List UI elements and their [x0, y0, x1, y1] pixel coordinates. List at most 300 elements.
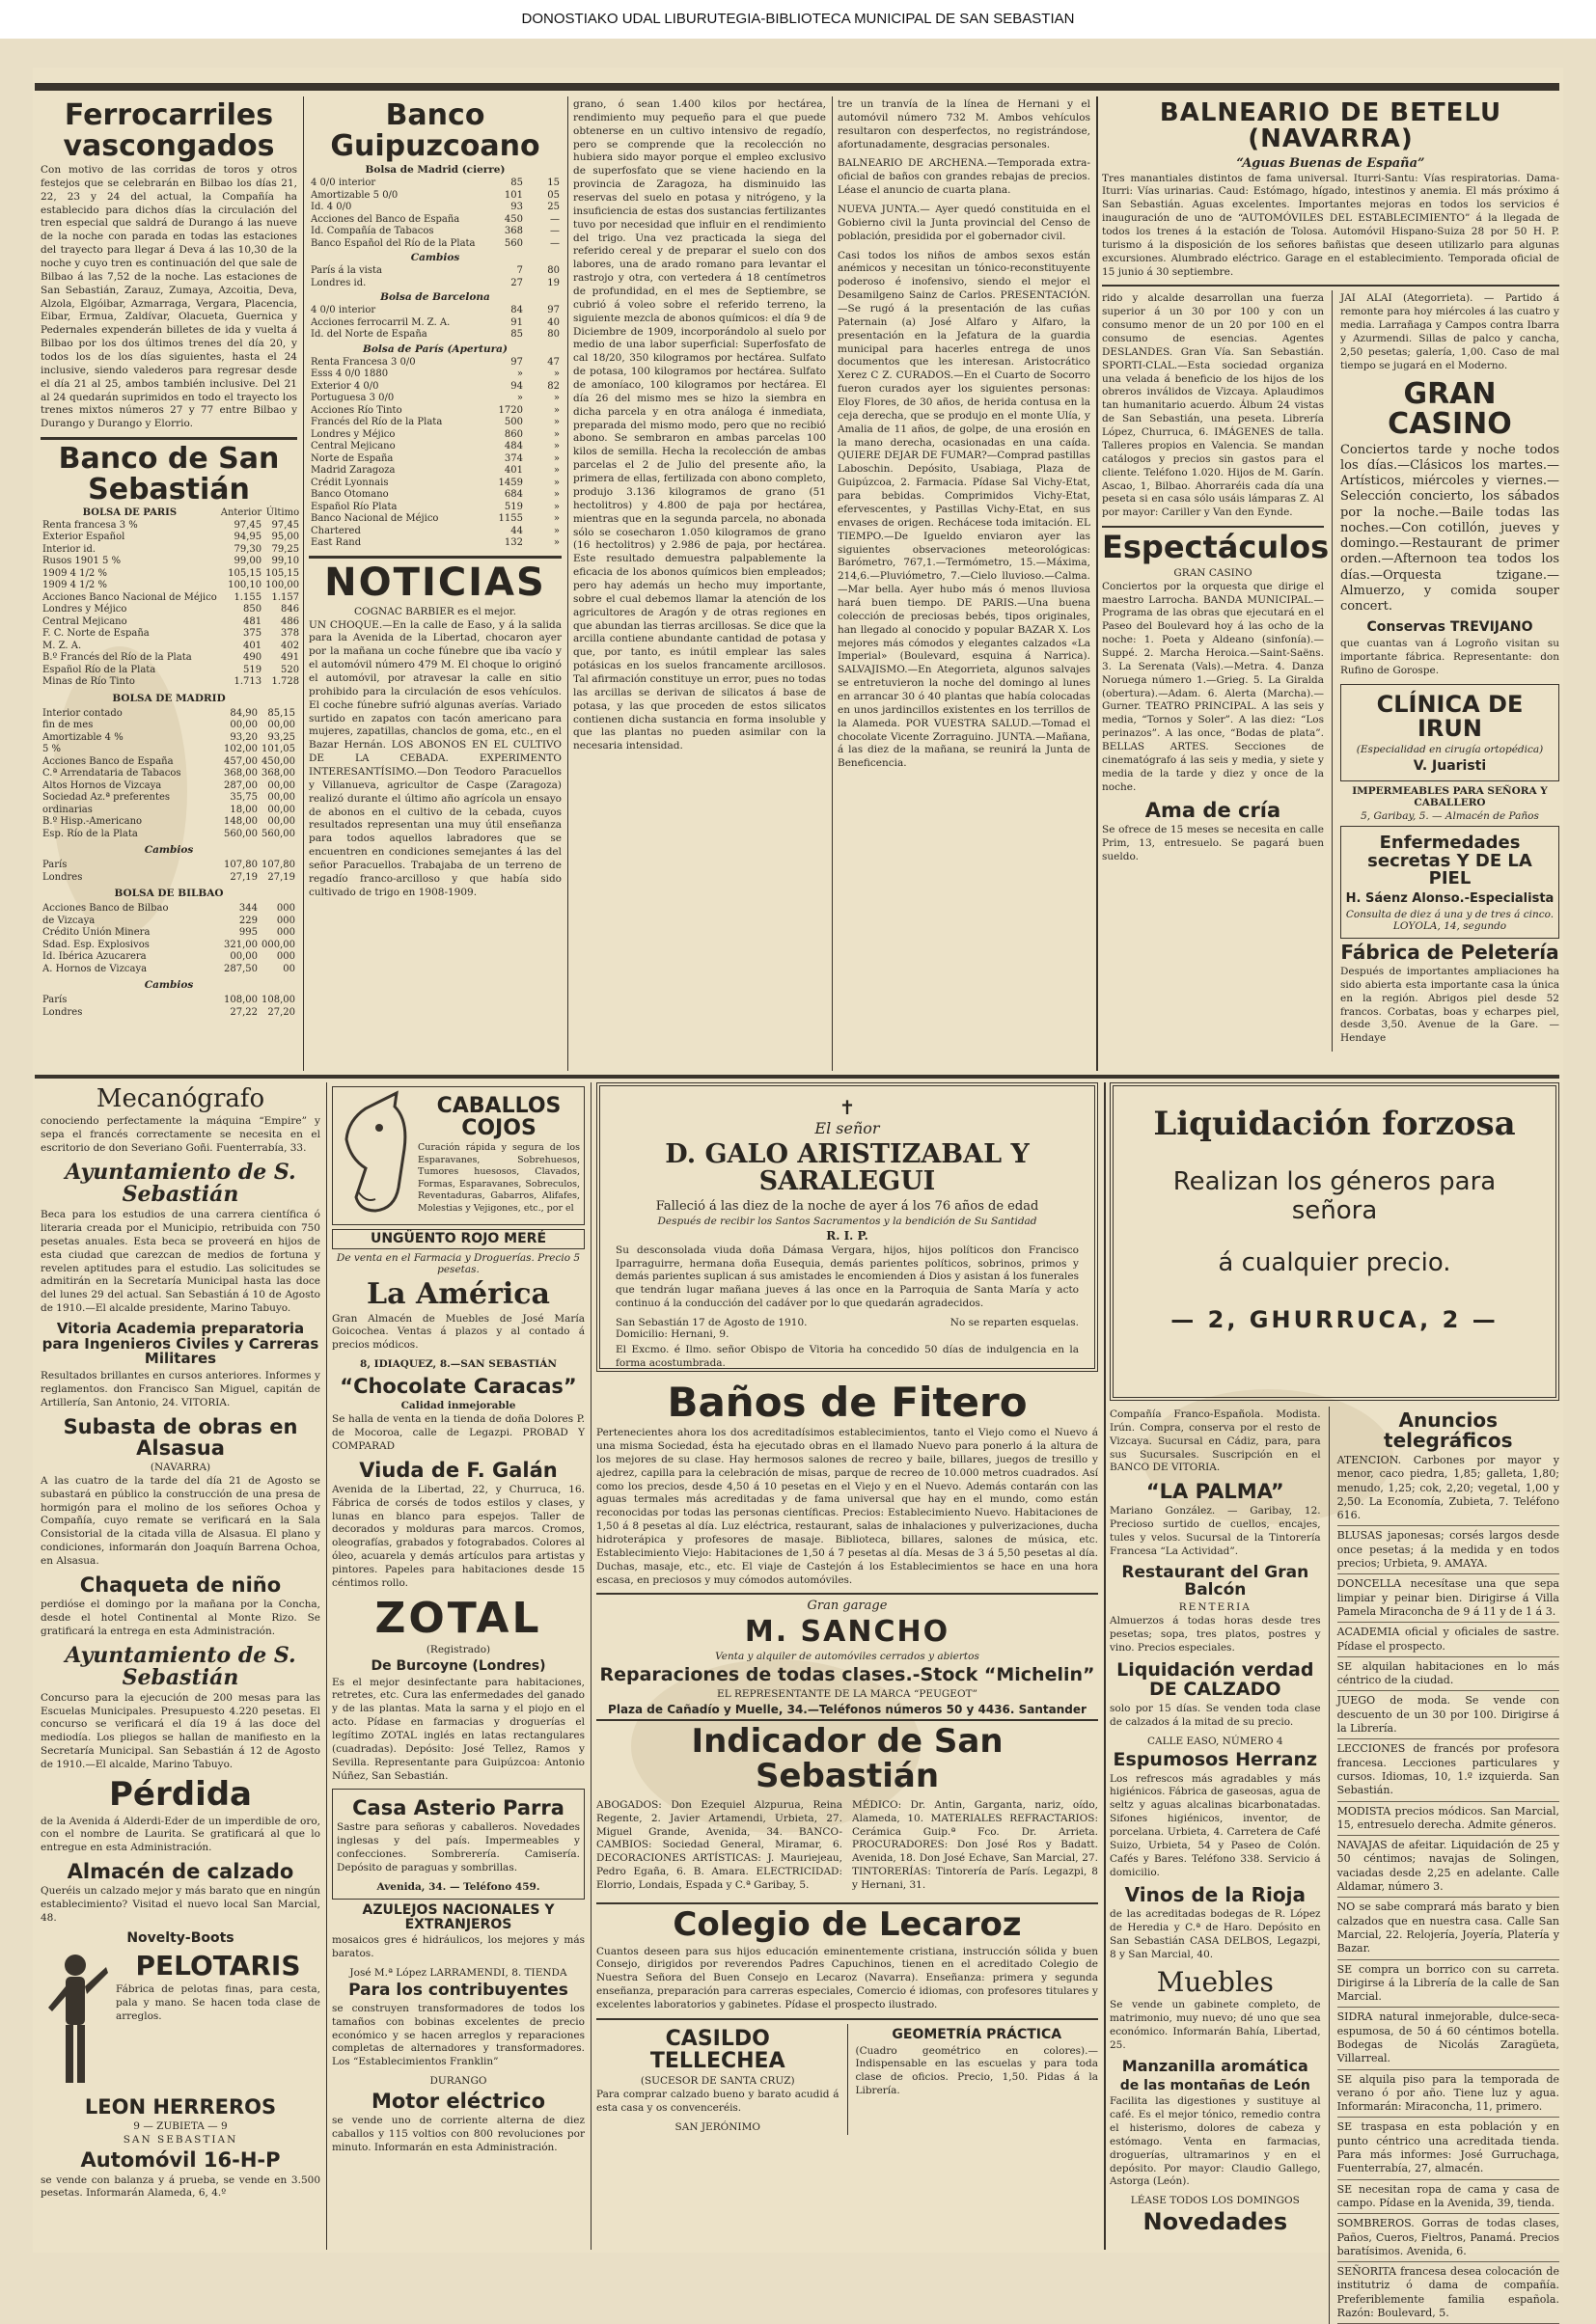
cambio-row: [41, 872, 297, 885]
guipuz-madrid-quote-value: 85: [510, 178, 523, 188]
madrid-quote-row: [41, 756, 297, 769]
cambio-row: [41, 995, 297, 1007]
cambio-value: 107,80: [224, 860, 258, 871]
bilbao-quote-label: Id. Ibérica Azucarera: [42, 951, 147, 963]
guipuz-paris-quote-value: 1720: [498, 404, 523, 416]
anuncio-item: SIDRA natural inmejorable, dulce-seca-espumosa, de 50 á 60 céntimos botella. Bodegas de Nicolás Zaragüeta, Villarreal.: [1336, 2010, 1559, 2065]
guipuz-paris-quote-value: »: [553, 525, 560, 536]
gran-casino-heading: GRAN CASINO: [1388, 376, 1512, 442]
paris-quote-value: 79,30: [234, 543, 262, 555]
chaqueta-text: perdióse el domingo por la mañana por la Concha, desde el hotel Continental al Monte Rizo. Se gratificará la entrega en esta Administración.: [41, 1598, 320, 1637]
madrid-quote-row: [41, 829, 297, 841]
bilbao-quote-value: 000,00: [261, 939, 295, 950]
casildo-address: SAN JERÓNIMO: [674, 2120, 760, 2133]
paris-quote-value: 378: [281, 628, 300, 640]
bottom-col-right: [1110, 1082, 1559, 2320]
madrid-quote-row: [41, 768, 297, 780]
garage-sancho-heading: M. SANCHO: [744, 1615, 950, 1650]
enfermedades-heading: Enfermedades secretas Y DE LA PIEL: [1367, 832, 1532, 889]
paris-quote-value: 79,25: [271, 543, 300, 555]
bilbao-quote-label: Crédito Unión Minera: [42, 927, 151, 939]
guipuz-paris-quote-label: Renta Francesa 3 0/0: [311, 356, 416, 368]
paris-quote-value: 105,15: [265, 567, 300, 579]
conservas-heading: Conservas TREVIJANO: [1366, 619, 1533, 636]
la-america-text: Gran Almacén de Muebles de José María Goicochea. Ventas á plazos y al contado á precios módicos.: [332, 1312, 585, 1352]
guipuz-paris-quote-row: [309, 369, 562, 381]
madrid-quote-value: 00,00: [267, 804, 295, 815]
paris-quote-row: [41, 665, 301, 677]
anuncio-item: NAVAJAS de afeitar. Liquidación de 25 y 50 céntimos; navajas de Solingen, vaciadas desde 2,25 en adelante. Calle Aldamar, número 3.: [1336, 1839, 1559, 1894]
guipuz-paris-quote-row: [309, 453, 562, 466]
esquela-name: D. GALO ARISTIZABAL Y SARALEGUI: [665, 1139, 1030, 1197]
madrid-quote-label: Altos Hornos de Vizcaya: [42, 779, 162, 791]
madrid-quote-label: Interior contado: [42, 707, 123, 719]
horse-head-icon: [337, 1091, 414, 1217]
madrid-quote-label: Esp. Río de la Plata: [42, 828, 138, 839]
paris-quote-value: 375: [243, 628, 262, 640]
contribuyentes-text: se construyen transformadores de todos los tamaños con bobinas excelentes de precio económico y se hacen arreglos y reparaciones completas de alternadores y transformadores. Los “Establecimientos Franklin”: [332, 2002, 585, 2068]
mid-rule: [35, 1075, 1559, 1079]
bilbao-quotes-table: [41, 903, 297, 975]
bilbao-quote-label: Acciones Banco de Bilbao: [42, 903, 169, 915]
bilbao-quote-value: 344: [238, 903, 258, 915]
zotal-text: Es el mejor desinfectante para habitaciones, retretes, etc. Cura las enfermedades del ganado y de las plantas. Mata la sarna y el piojo en el acto. Pídase en farmacias y droguerías el legítimo ZOTAL inglés en latas rectangulares (cuadradas). Depósito: José Tellez, Ramos y Sevilla. Representante para Guipúzcoa: Antonio Núñez, San Sebastián.: [332, 1676, 585, 1782]
newspaper-page: [33, 68, 1563, 2320]
paris-quote-value: 99,00: [234, 556, 262, 567]
guipuz-paris-quote-value: 401: [504, 465, 523, 476]
madrid-quote-value: 368,00: [261, 768, 295, 779]
muebles-heading: Muebles: [1156, 1965, 1274, 1998]
ferrocarriles-text: Con motivo de las corridas de toros y otros festejos que se celebrarán en Bilbao los días 21, 22, 23 y 24 del actual, la Compañía ha establecido para dichos días la circulación del tren especial que saldrá de Durango á las nueve de la noche con parada en todas las estaciones del trayecto para llegar á Deva á las 10,30 de la noche y cuyo tren es continuación del que sale de Bilbao á las 7,52 de la noche. Las estaciones de San Sebastián, Zarauz, Zumaya, Azcoitia, Deva, Alzola, Elgóibar, Azmarraga, Vergara, Placencia, Eibar, Ermua, Zaldívar, Olacueta, Guernica y Pedernales expenderán billetes de ida y vuelta á Bilbao por los dos últimos trenes del día 20, y todos los de los días siguientes, hasta el 24 inclusive, siendo valederos para regresar desde el día 21 al 25, ambos también inclusive. Del 21 al 24 quedarán suprimidos en todo el trayecto los trenes mixtos números 27 y 77 entre Bilbao y Durango y Durango y Elorrio.: [41, 164, 297, 430]
banco-guipuzcoano-heading: Banco Guipuzcoano: [330, 98, 540, 163]
pelotaris-text: Fábrica de pelotas finas, para cesta, pala y mano. Se hacen toda clase de arreglos.: [116, 1982, 320, 2022]
bottom-col-a: [41, 1082, 320, 2250]
col5-left: [1102, 290, 1330, 1052]
guipuz-cambio-value: 27: [510, 277, 523, 288]
anuncio-item: DONCELLA necesítase una que sepa limpiar y peinar bien. Dirigirse á Villa Pamela Miraconcha de 9 á 11 y de 1 á 3.: [1336, 1577, 1559, 1618]
madrid-quote-label: Amortizable 4 %: [42, 731, 124, 743]
paris-quote-label: Renta francesa 3 %: [42, 519, 138, 531]
guipuz-paris-quote-label: Esss 4 0/0 1880: [311, 369, 389, 379]
paris-quote-value: 94,95: [234, 532, 262, 543]
madrid-quote-value: 00,00: [267, 720, 295, 731]
anuncio-item: SE compra un borrico con su carreta. Dirigirse á la Librería de la calle de San Marcial.: [1336, 1962, 1559, 2004]
anuncios-heading: Anuncios telegráficos: [1384, 1408, 1513, 1452]
junta-item: NUEVA JUNTA.— Ayer quedó constituida en el Gobierno civil la Junta provincial del Censo de población, presidida por el gobernador civil.: [838, 204, 1090, 242]
anuncio-item: LECCIONES de francés por profesora francesa. Lecciones particulares y cursos. Idiomas, 10, 1.º izquierda. San Sebastián.: [1336, 1742, 1559, 1797]
colegio-lecaroz-text: Cuantos deseen para sus hijos educación eminentemente cristiana, instrucción sólida y buen Consejo, dirigidos por reverendos Padres Capuchinos, tienen en el acreditado Colegio de Nuestra Señora del Buen Consejo en Lecaroz (Navarra). Enseñanza: primera y segunda enseñanza, preparación para carreras especiales, Comercio é idiomas, con profesores titulares y excelentes laboratorios y gabinetes. Pídase el prospecto ilustrado.: [596, 1945, 1098, 2010]
pelotaris-heading: PELOTARIS: [135, 1950, 301, 1982]
gran-balcon-text: Almuerzos á todas horas desde tres pesetas; sopa, tres platos, postres y vino. Precios especiales.: [1110, 1615, 1321, 1654]
guipuz-madrid-quote-row: [309, 190, 562, 203]
barcelona-quote-value: 97: [547, 305, 560, 315]
guipuz-madrid-quote-value: —: [550, 226, 560, 236]
guipuz-paris-quote-value: 519: [504, 501, 523, 512]
muebles-text: Se vende un gabinete completo, de matrimonio, muy nuevo; dé uno que sea económico. Informarán Bahía, Libertad, 25.: [1110, 1999, 1321, 2051]
asterio-parra-ad: [332, 1789, 585, 1899]
ama-cria-heading: Ama de cría: [1144, 799, 1281, 823]
cambio-value: 108,00: [224, 995, 258, 1006]
guipuz-paris-quote-value: 684: [504, 489, 523, 500]
madrid-quote-row: [41, 732, 297, 745]
guipuz-paris-quote-value: »: [516, 369, 523, 379]
madrid-quote-row: [41, 780, 297, 793]
cambio-value: 27,22: [230, 1006, 258, 1018]
cambios-label-2: Cambios: [144, 979, 194, 992]
betelu-text: Tres manantiales distintos de fama universal. Iturri-Santu: Vías respiratorias. Dama-Iturri: Vías urinarias. Caud: Estómago, hígado, intestinos y anemia. El más próximo á San Sebastián. Aguas excelentes. Importantes mejoras en todos los servicios é inauguración de uno de “AUTOMÓVILES DEL ESTABLECIMIENTO” á la llegada de todos los trenes á la estación de Tolosa. Automóvil Hispano-Suiza 28 por 50 H. P. turismo á la disposición de los señores bañistas que deseen utilizarlo para algunas excursiones. Alumbrado eléctrico. Garage en el establecimiento. Temporada oficial de 15 junio á 30 septiembre.: [1102, 172, 1559, 278]
azulejos-text: mosaicos gres é hidráulicos, los mejores y más baratos.: [332, 1934, 585, 1960]
bilbao-quote-row: [41, 951, 297, 964]
madrid-quote-value: 00,00: [267, 792, 295, 804]
conservas-text: que cuantas van á Logroño visitan su importante fábrica. Representante: don Rufino de Gorospe.: [1339, 638, 1559, 676]
madrid-quote-value: 287,00: [224, 779, 258, 791]
impermeables-text: 5, Garibay, 5. — Almacén de Paños: [1361, 809, 1539, 822]
guipuz-madrid-quote-label: Id. 4 0/0: [311, 202, 352, 212]
anuncios-telegraficos: [1337, 1407, 1559, 2324]
manzanilla-heading: Manzanilla aromática: [1121, 2056, 1308, 2075]
vinos-rioja-text: de las acreditadas bodegas de R. López de Heredia y C.ª de Haro. Depósito en San Sebastián CASA DELBOS, Legazpi, 8 y San Marcial, 40.: [1110, 1908, 1321, 1961]
madrid-quote-value: 368,00: [224, 768, 258, 779]
paris-quote-label: Interior id.: [42, 543, 96, 555]
guipuz-paris-quote-row: [309, 465, 562, 478]
barcelona-quote-value: 84: [510, 305, 523, 315]
madrid-quote-value: 560,00: [224, 828, 258, 839]
madrid-quote-value: 00,00: [267, 816, 295, 828]
madrid-quote-value: 148,00: [224, 816, 258, 828]
guipuz-paris-quote-value: 500: [504, 417, 523, 427]
contribuyentes-heading: Para los contribuyentes: [348, 1981, 568, 2001]
paris-quote-label: M. Z. A.: [42, 640, 82, 651]
esquela-no-esquelas: No se reparten esquelas.: [949, 1316, 1079, 1328]
anuncio-item: SE necesitan ropa de cama y casa de campo. Pídase en la Avenida, 39, tienda.: [1336, 2182, 1559, 2209]
manzanilla-heading-2: de las montañas de León: [1119, 2077, 1310, 2093]
guipuz-madrid-table: [309, 178, 562, 250]
banos-fitero-text: Pertenecientes ahora los dos acreditadísimos establecimientos, tanto el Viejo como el Nuevo á una misma Sociedad, ésta ha ejecutado obras en el llamado Nuevo para ponerlo á la altura de los mejores de su clase. Hay hermosos salones de recreo y baile, billares, juegos de tresillo y ajedrez, capilla para la celebración de misas, parque de recreo de 10.000 metros cuadrados. Así como los precios, desde 4,50 á 10 pesetas en el Viejo y en el Nuevo. Además contarán con las aguas termales más acreditadas y de fama universal que hay en el mundo, como están reconocidas por todas las personas científicas. Precios: Establecimiento Nuevo. Habitaciones de 1,50 á 8 pesetas al día. Luz eléctrica, restaurant, salas de inhalaciones y pulverizaciones, ducha hidroterápica y profesores de masaje. Biblioteca, billares, salones de música, etc. Establecimiento Viejo: Habitaciones de 1,50 á 7 pesetas al día. Mesas de 3 á 5,50 pesetas al día. Duchas, masaje, etc., etc. El viaje de Castejón á los Establecimientos se hace en una hora escasa, en preciosos y muy cómodos automóviles.: [596, 1427, 1098, 1586]
mecanografo-text: conociendo perfectamente la máquina “Empire” y sepa el francés correctamente se necesita en el escritorio de don Severiano Goñi. Fuenterrabía, 33.: [41, 1115, 320, 1155]
madrid-quote-value: 18,00: [230, 804, 258, 815]
paris-quote-value: 1.713: [234, 676, 262, 688]
anuncio-item: ATENCION. Carbones por mayor y menor, caco piedra, 1,85; galleta, 1,80; menudo, 1,25; cok, 2,20; vegetal, 1,00 y 2,50. La Economía, Zubieta, 7. Teléfono 616.: [1336, 1454, 1559, 1522]
guipuz-paris-quote-label: Banco Otomano: [311, 489, 389, 500]
guipuz-paris-quote-row: [309, 489, 562, 502]
paris-quote-row: [41, 556, 301, 568]
espumosos-heading: Espumosos Herranz: [1113, 1748, 1318, 1770]
guipuz-paris-quote-label: Español Río Plata: [311, 501, 398, 512]
guipuz-cambio-row: [309, 265, 562, 278]
motor-text: se vende uno de corriente alterna de diez caballos y 115 voltios con 800 revoluciones por minuto. Informarán en esta Administración.: [332, 2115, 585, 2153]
betelu-heading: BALNEARIO DE BETELU (NAVARRA): [1159, 98, 1502, 154]
guipuz-paris-table: [309, 357, 562, 550]
guipuz-cambio-value: 7: [516, 265, 523, 276]
paris-quote-value: 401: [243, 640, 262, 651]
madrid-quote-value: 00,00: [230, 720, 258, 731]
guipuz-paris-quote-row: [309, 393, 562, 405]
la-palma-heading: “LA PALMA”: [1145, 1480, 1284, 1504]
anuncio-item: SE alquila piso para la temporada de verano ó por año. Tiene luz y agua. Informarán: Miraconcha, 11, primero.: [1336, 2072, 1559, 2114]
cambio-row: [41, 860, 297, 872]
la-america-heading: La América: [367, 1277, 550, 1312]
indicador-col-1: ABOGADOS: Don Ezequiel Alzpurua, Reina Regente, 2. Javier Artamendi, Urbieta, 27. Miguel Grande, Avenida, 34. BANCO-CAMBIOS: Sociedad General, Miramar, 6. DECORACIONES ARTÍSTICAS: J. Mauriejeau, Pedro Egaña, 6. B. Amara. ELECTRICIDAD: Elorrio, Londais, Espada y C.ª Garibay, 5.: [596, 1798, 842, 1891]
cambio-value: 27,19: [230, 871, 258, 883]
guipuz-paris-quote-row: [309, 381, 562, 394]
guipuz-paris-quote-value: 132: [504, 537, 523, 548]
guipuz-madrid-quote-label: Acciones del Banco de España: [311, 213, 460, 225]
paris-quote-label: Minas de Río Tinto: [42, 676, 135, 688]
guipuz-paris-quote-label: Acciones Río Tinto: [311, 404, 402, 416]
madrid-quote-value: 560,00: [261, 828, 295, 839]
subasta-subheading: (NAVARRA): [150, 1461, 211, 1473]
bilbao-quote-value: 00,00: [230, 951, 258, 963]
bilbao-quote-value: 995: [238, 927, 258, 939]
bottom-right-left: [1110, 1407, 1321, 2324]
casildo-heading: CASILDO TELLECHEA: [649, 2026, 785, 2073]
madrid-quote-label: C.ª Arrendataria de Tabacos: [42, 768, 181, 779]
guipuz-paris-quote-label: Central Mejicano: [311, 441, 396, 451]
bilbao-quote-value: 287,50: [224, 963, 258, 974]
madrid-quote-value: 00,00: [267, 779, 295, 791]
novedades-heading: Novedades: [1142, 2208, 1288, 2236]
contribuyentes-city: DURANGO: [429, 2075, 487, 2088]
cambios-table-1: [41, 860, 297, 884]
paris-quote-row: [41, 628, 301, 641]
espectaculos-subheading: GRAN CASINO: [1173, 566, 1252, 579]
vinos-rioja-heading: Vinos de la Rioja: [1124, 1883, 1306, 1907]
bilbao-quote-label: de Vizcaya: [42, 915, 96, 926]
paris-quote-row: [41, 580, 301, 592]
barcelona-quote-row: [309, 317, 562, 330]
liquidacion-calzado-text: solo por 15 días. Se venden toda clase de calzados á la mitad de su precio.: [1110, 1702, 1321, 1728]
guipuz-paris-quote-label: Banco Nacional de Méjico: [311, 513, 439, 524]
perdida-heading: Pérdida: [108, 1774, 253, 1814]
guipuz-madrid-quote-value: 560: [504, 237, 523, 249]
gran-balcon-heading: Restaurant del Gran Balcón: [1121, 1562, 1309, 1599]
paris-quote-label: Exterior Español: [42, 532, 125, 543]
geometria-heading: GEOMETRÍA PRÁCTICA: [892, 2026, 1062, 2042]
guipuz-madrid-quote-value: 93: [510, 202, 523, 212]
paris-quote-value: 105,15: [228, 567, 262, 579]
enfermedades-doctor: H. Sáenz Alonso.-Especialista: [1345, 891, 1555, 907]
bilbao-quote-row: [41, 903, 297, 916]
liquidacion-forzosa-box: [1110, 1082, 1559, 1401]
guipuz-paris-quote-row: [309, 429, 562, 442]
ayuntamiento-heading-1: Ayuntamiento de S. Sebastián: [65, 1159, 296, 1207]
guipuz-paris-quote-row: [309, 513, 562, 526]
liquidacion-calzado-address: CALLE EASO, NÚMERO 4: [1146, 1735, 1283, 1747]
guipuz-madrid-quote-row: [309, 226, 562, 238]
esquela-sacraments: Después de recibir los Santos Sacramentos y la bendición de Su Santidad: [657, 1215, 1037, 1227]
esquela-senor: El señor: [814, 1119, 880, 1137]
guipuz-paris-quote-row: [309, 441, 562, 453]
guipuz-paris-quote-value: 374: [504, 452, 523, 464]
barcelona-quote-value: 40: [547, 316, 560, 328]
guipuz-madrid-quote-label: Id. Compañía de Tabacos: [311, 226, 434, 236]
leon-herreros-address: 9 — ZUBIETA — 9: [133, 2120, 228, 2133]
paris-quote-label: B.º Francés del Río de la Plata: [42, 652, 192, 664]
cambio-label: Londres: [42, 1006, 83, 1018]
guipuz-paris-quote-label: Norte de España: [311, 452, 394, 464]
paris-quote-row: [41, 544, 301, 557]
almacen-calzado-heading: Almacén de calzado: [67, 1860, 294, 1884]
guipuz-paris-quote-value: »: [553, 417, 560, 427]
colegio-lecaroz-heading: Colegio de Lecaroz: [673, 1904, 1022, 1944]
guipuz-paris-quote-value: »: [553, 404, 560, 416]
garage-line-1: Reparaciones de todas clases.-Stock “Michelin”: [599, 1663, 1095, 1685]
zotal-heading: ZOTAL: [374, 1593, 542, 1643]
madrid-quote-label: Acciones Banco de España: [42, 755, 174, 767]
guipuz-paris-quote-value: 94: [510, 380, 523, 392]
bilbao-quote-row: [41, 964, 297, 976]
esquela-obispo: El Excmo. é Ilmo. señor Obispo de Vitoria ha concedido 50 días de indulgencia en la forma acostumbrada.: [616, 1343, 1079, 1369]
guipuz-paris-quote-row: [309, 417, 562, 429]
guipuz-paris-quote-label: Francés del Río de la Plata: [311, 417, 443, 427]
guipuz-paris-quote-value: 860: [504, 428, 523, 440]
clinica-irun-ad: [1340, 684, 1559, 781]
library-header: DONOSTIAKO UDAL LIBURUTEGIA-BIBLIOTECA MUNICIPAL DE SAN SEBASTIAN: [0, 0, 1596, 39]
galan-text: Avenida de la Libertad, 22, y Churruca, 16. Fábrica de corsés de todos estilos y clases, y lunas en blanco para espejos. Taller de decorados y molduras para marcos. Cromos, oleografías, grabados y fotograbados. Colores al óleo, acuarela y demás artículos para artistas y pintores. Papeles para habitaciones desde 15 céntimos rollo.: [332, 1483, 585, 1589]
clinica-heading: CLÍNICA DE IRUN: [1376, 690, 1524, 742]
guipuz-paris-quote-value: »: [553, 501, 560, 512]
liquidacion-address: — 2, GHURRUCA, 2 —: [1170, 1305, 1499, 1333]
unguento-heading: UNGÜENTO ROJO MERÉ: [332, 1229, 585, 1249]
guipuz-paris-quote-value: 1155: [498, 513, 523, 524]
column-5: [1102, 96, 1559, 1071]
bilbao-quote-value: 000: [276, 951, 295, 963]
cambios-table-2: [41, 995, 297, 1019]
paris-quote-label: 1909 4 1/2 %: [42, 567, 107, 579]
manzanilla-text: Facilita las digestiones y sustituye al café. Es el mejor tónico, remedio contra el histerismo, dolores de cabeza y estómago. Venta en farmacias, droguerías, ultramarinos y en el depósito. Por mayor: Claudio Gallego, Astorga (León).: [1110, 2095, 1321, 2188]
esquela-died: Falleció á las diez de la noche de ayer á los 76 años de edad: [655, 1198, 1039, 1214]
leon-herreros-heading: LEON HERREROS: [84, 2095, 277, 2119]
cambio-value: 27,19: [267, 871, 295, 883]
paris-quote-row: [41, 520, 301, 533]
madrid-quote-label: Sociedad Az.ª preferentes: [42, 792, 171, 804]
guipuz-paris-quote-label: East Rand: [311, 537, 362, 548]
indicador-heading: Indicador de San Sebastián: [691, 1722, 1004, 1796]
madrid-quote-value: 457,00: [224, 755, 258, 767]
column-4: [838, 96, 1090, 1071]
ama-cria-text: Se ofrece de 15 meses se necesita en calle Prim, 13, entresuelo. Se pagará buen sueldo.: [1102, 824, 1324, 863]
paris-quote-label: Central Mejicano: [42, 615, 127, 627]
guipuz-cambio-value: 19: [547, 277, 560, 288]
paris-quote-value: 100,10: [228, 580, 262, 591]
indicador-col-2: MÉDICO: Dr. Antin, Garganta, nariz, oído, Alameda, 10. MATERIALES REFRACTARIOS: Cerámica Guip.ª Fco. Dr. Arrieta. PROCURADORES: Don José Ros y Badatt. Avenida, 18. Don José Echave, San Marcial, 27. TINTORERÍAS: Tintorería de París. Legazpi, 8 y Hernani, 31.: [852, 1798, 1098, 1891]
guipuz-madrid-quote-value: —: [550, 213, 560, 225]
casildo-text: Para comprar calzado bueno y barato acudid á esta casa y os convenceréis.: [596, 2089, 839, 2114]
guipuz-paris-quote-row: [309, 478, 562, 490]
liquidacion-heading: Liquidación forzosa: [1153, 1105, 1516, 1143]
masthead-rule: [35, 83, 1559, 91]
barcelona-quote-row: [309, 329, 562, 342]
paris-quote-row: [41, 592, 301, 605]
bilbao-quote-value: 00: [283, 963, 295, 974]
chaqueta-heading: Chaqueta de niño: [79, 1572, 282, 1597]
guipuz-paris-quote-value: 1459: [498, 477, 523, 488]
paris-quote-value: 99,10: [271, 556, 300, 567]
paris-quote-value: 1.157: [271, 591, 300, 603]
barcelona-quote-value: 80: [547, 329, 560, 340]
cambio-label: París: [42, 860, 68, 871]
banco-san-sebastian-heading: Banco de San Sebastián: [58, 442, 280, 506]
betelu-subheading: “Aguas Buenas de España”: [1236, 155, 1425, 171]
bilbao-quote-value: 000: [276, 903, 295, 915]
paris-quote-label: Londres y Méjico: [42, 604, 127, 615]
vitoria-text: Resultados brillantes en cursos anteriores. Informes y reglamentos. don Francisco San Miguel, capitán de Artillería, San Antonio, 24. VITORIA.: [41, 1370, 320, 1408]
madrid-quote-value: 102,00: [224, 744, 258, 755]
ayuntamiento-text-1: Beca para los estudios de una carrera científica ó literaria creada por el Municipio, retribuida con 750 pesetas anuales. Esta beca se proveerá en hijos de esta ciudad que carezcan de medios de fortuna y revelen aptitudes para el estudio. Las solicitudes se admitirán en la Secretaría Municipal hasta las doce del lunes 29 del actual. San Sebastián á 10 de Agosto de 1910.—El alcalde presidente, Marino Tabuyo.: [41, 1209, 320, 1315]
paris-quote-row: [41, 568, 301, 581]
guipuz-paris-quote-label: Crédit Lyonnais: [311, 477, 389, 488]
paris-quotes-table: BOLSA DE PARIS Anterior Último Renta francesa 3 % 97,45 97,45 Exterior Español 94,95 95,00 Interior id. 79,30 79,25 Rusos 1901 5 % 99,00 99,10 1909 4 1/2 % 105,15 105,15 1909 4 1/2 % 100,10 100,00 Acciones Banco Nacional de Méjico 1.155 1.157 Londres y Méjico 850 846 Central Mejicano 481 486 F. C. Norte de España 375 378 M. Z. A. 401 402 B.º Francés del Río de la Plata 490 491 Español Río de la Plata 519 520 Minas de Río Tinto 1.713 1.728: [42, 507, 300, 688]
noticias-heading: NOTICIAS: [324, 560, 546, 605]
caballos-heading: CABALLOS COJOS: [436, 1094, 562, 1141]
azulejos-heading: AZULEJOS NACIONALES Y EXTRANJEROS: [362, 1901, 555, 1932]
cambio-value: 27,20: [267, 1006, 295, 1018]
guipuz-paris-quote-label: Chartered: [311, 525, 361, 536]
guipuz-paris-quote-value: »: [553, 477, 560, 488]
guipuz-paris-quote-value: 82: [547, 380, 560, 392]
paris-quote-label: F. C. Norte de España: [42, 628, 150, 640]
madrid-quote-row: [41, 792, 297, 805]
banos-fitero-heading: Baños de Fitero: [667, 1379, 1028, 1426]
barcelona-quote-label: Id. del Norte de España: [311, 329, 427, 340]
guipuz-madrid-quote-value: —: [550, 237, 560, 249]
almacen-calzado-text: Queréis un calzado mejor y más barato que en ningún establecimiento? Visitad el nuevo local San Marcial, 48.: [41, 1885, 320, 1924]
paris-quote-value: 486: [281, 615, 300, 627]
ayuntamiento-text-2: Concurso para la ejecución de 200 mesas para las Escuelas Municipales. Presupuesto 4.220 pesetas. El concurso se verificará el día 19 á las doce del mediodía. Los pliegos se hallan de manifiesto en la Secretaría Municipal. San Sebastián á 12 de Agosto de 1910.—El alcalde, Marino Tabuyo.: [41, 1691, 320, 1770]
bilbao-quote-value: 229: [238, 915, 258, 926]
bolsa-madrid-label: BOLSA DE MADRID: [112, 692, 226, 704]
column-3: [573, 96, 826, 1071]
ayuntamiento-heading-2: Ayuntamiento de S. Sebastián: [65, 1642, 296, 1690]
anuncio-item: NO se sabe comprará más barato y bien calzados que en nuestra casa. Calle San Marcial, 22. Relojería, Joyería, Platería y Bazar.: [1336, 1900, 1559, 1955]
barcelona-quote-row: [309, 305, 562, 317]
guipuz-madrid-quote-label: 4 0/0 interior: [311, 178, 376, 188]
enfermedades-text: Consulta de diez á una y de tres á cinco. LOYOLA, 14, segundo: [1345, 909, 1555, 933]
asterio-heading: Casa Asterio Parra: [352, 1796, 564, 1820]
madrid-quote-row: [41, 744, 297, 756]
liquidacion-line-1: Realizan los géneros para señora: [1172, 1166, 1497, 1225]
guipuz-paris-quote-value: »: [553, 441, 560, 451]
espumosos-text: Los refrescos más agradables y más higiénicos. Fábrica de gaseosas, agua de seltz y aguas alcalinas bicarbonatadas. Sifones higiénicos, inventor, de porcelana. Urbieta, 4. Carretera de Café Suizo, Urbieta, 54 y Paseo de Colón. Cafés y Bares. Teléfono 338. Servicio á domicilio.: [1110, 1772, 1321, 1878]
guipuz-madrid-quote-value: 101: [504, 189, 523, 201]
choque-continuation: tre un tranvía de la línea de Hernani y el automóvil número 732 M. Ambos vehículos resultaron con desperfectos, no registrándose, afortunadamente, desgracias personales.: [838, 98, 1090, 150]
espectaculos-text: Conciertos por la orquesta que dirige el maestro Larrocha. BANDA MUNICIPAL.—Programa de las obras que ejecutará en el Paseo del Boulevard hoy á las ocho de la noche: 1. Poeta y Aldeano (sinfonía).—Suppé. 2. Marcha Heroica.—Saint-Saëns. 3. La Serenata (Vals).—Metra. 4. Danza Noruega número 1.—Grieg. 5. La Giralda (obertura).—Adam. 6. Alerta (Marcha).—Gurner. TEATRO PRINCIPAL. A las seis y media, “Tornos y Soler”. A las diez: “Los perinazos”. A las once, “Bodas de plata”. BELLAS ARTES. Secciones de cinematógrafo á las seis y media, y siete y media de la tarde y diez y once de la noche.: [1102, 580, 1324, 793]
madrid-quote-label: fin de mes: [42, 720, 94, 731]
subasta-heading: Subasta de obras en Alsasua: [63, 1414, 298, 1460]
guipuz-madrid-quote-value: 368: [504, 226, 523, 236]
madrid-quotes-table: [41, 708, 297, 841]
liquidacion-line-2: á cualquier precio.: [1218, 1247, 1451, 1277]
guipuz-madrid-quote-value: 05: [547, 189, 560, 201]
anuncio-item: ACADEMIA oficial y oficiales de sastre. Pídase el prospecto.: [1336, 1626, 1559, 1653]
anuncio-item: MODISTA precios módicos. San Marcial, 15, entresuelo derecha. Admite géneros.: [1336, 1804, 1559, 1831]
madrid-quote-value: 84,90: [230, 707, 258, 719]
bilbao-quote-label: A. Hornos de Vizcaya: [42, 963, 148, 974]
cambio-label: Londres: [42, 871, 83, 883]
clinica-doctor: V. Juaristi: [1413, 758, 1487, 775]
guipuz-paris-quote-row: [309, 502, 562, 514]
cambio-value: 107,80: [261, 860, 295, 871]
cognac-line: COGNAC BARBIER es el mejor.: [354, 605, 516, 617]
column-1: [41, 96, 300, 1071]
bolsa-paris-apertura: Bolsa de París (Apertura): [363, 342, 508, 355]
garage-line-2: EL REPRESENTANTE DE LA MARCA “PEUGEOT”: [717, 1687, 977, 1700]
bilbao-quote-value: 000: [276, 927, 295, 939]
chocolate-text: Se halla de venta en la tienda de doña Dolores P. de Mocoroa, calle de Legazpi. PROBAD Y COMPARAD: [332, 1413, 585, 1452]
guipuz-paris-quote-value: »: [553, 393, 560, 403]
madrid-quote-value: 85,15: [267, 707, 295, 719]
guipuz-paris-quote-row: [309, 357, 562, 369]
